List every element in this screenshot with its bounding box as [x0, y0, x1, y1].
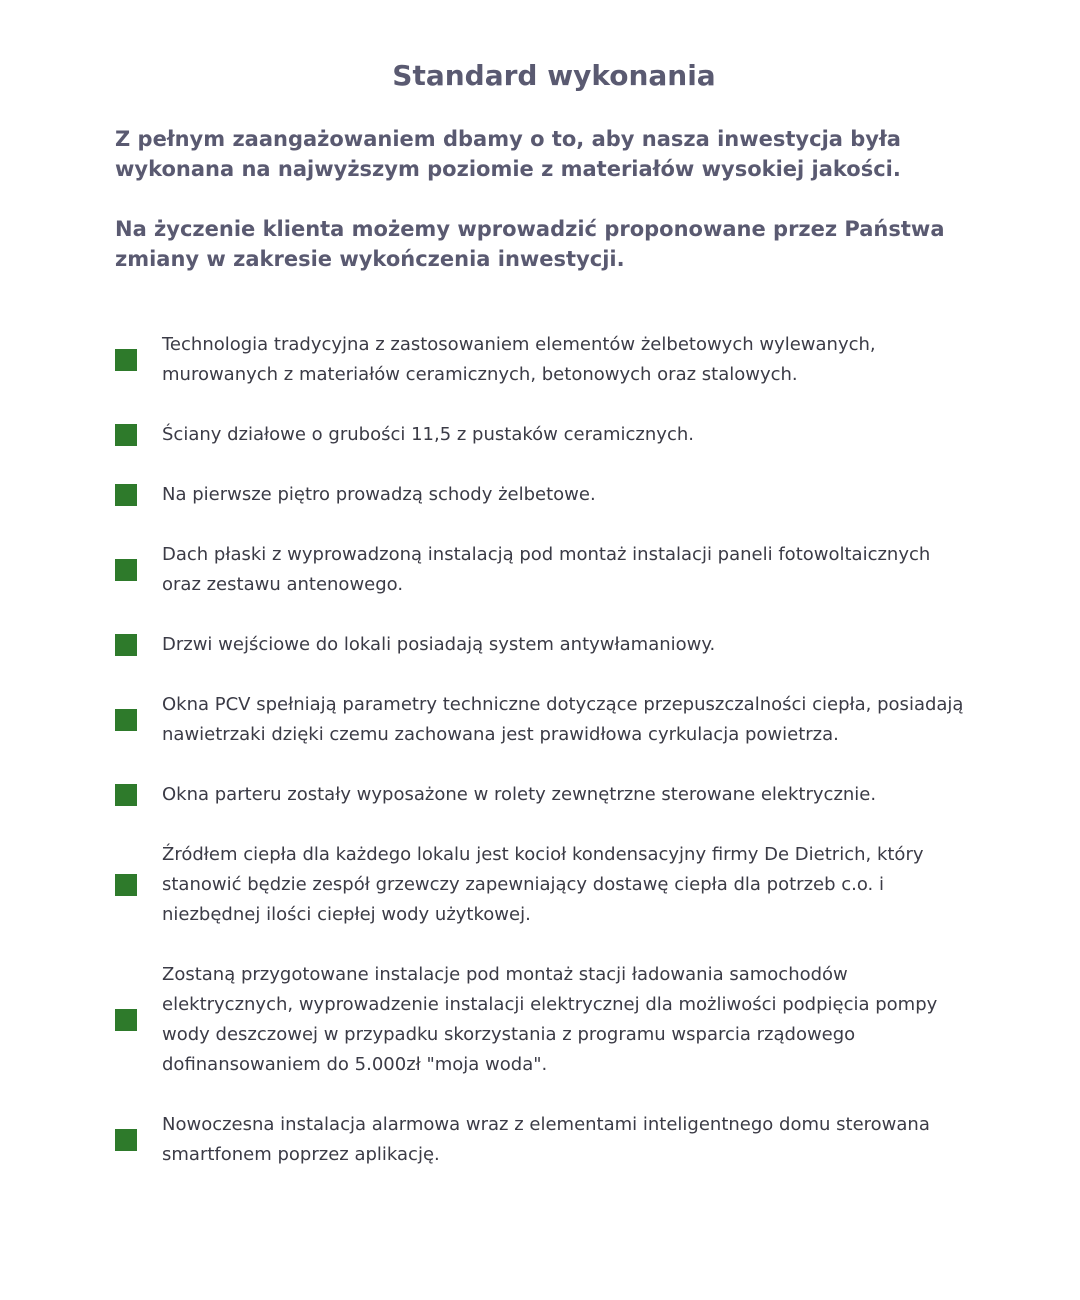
- square-bullet-icon: [115, 874, 137, 896]
- feature-item: [115, 540, 975, 600]
- page-title: Standard wykonania: [392, 59, 716, 92]
- intro-paragraph: Z pełnym zaangażowaniem dbamy o to, aby nasza inwestycja była wykonana na najwyższym poziomie z materiałów wysokiej jakości.: [115, 127, 901, 181]
- feature-text: Ściany działowe o grubości 11,5 z pustaków ceramicznych.: [162, 424, 694, 445]
- feature-list: [115, 330, 975, 1200]
- feature-item: [115, 960, 975, 1080]
- square-bullet-icon: [115, 559, 137, 581]
- feature-item: [115, 480, 975, 510]
- feature-text: Okna parteru zostały wyposażone w rolety zewnętrzne sterowane elektrycznie.: [162, 784, 877, 805]
- square-bullet-icon: [115, 709, 137, 731]
- feature-item: [115, 690, 975, 750]
- feature-item: [115, 630, 975, 660]
- intro-paragraph: Na życzenie klienta możemy wprowadzić proponowane przez Państwa zmiany w zakresie wykończenia inwestycji.: [115, 217, 945, 271]
- feature-item: [115, 1110, 975, 1170]
- square-bullet-icon: [115, 349, 137, 371]
- feature-text: Nowoczesna instalacja alarmowa wraz z elementami inteligentnego domu sterowana smartfonem poprzez aplikację.: [162, 1114, 930, 1165]
- square-bullet-icon: [115, 634, 137, 656]
- feature-text: Technologia tradycyjna z zastosowaniem elementów żelbetowych wylewanych, murowanych z materiałów ceramicznych, betonowych oraz stalowych.: [162, 334, 876, 385]
- feature-item: [115, 780, 975, 810]
- square-bullet-icon: [115, 1009, 137, 1031]
- square-bullet-icon: [115, 784, 137, 806]
- feature-text: Na pierwsze piętro prowadzą schody żelbetowe.: [162, 484, 596, 505]
- feature-text: Okna PCV spełniają parametry techniczne dotyczące przepuszczalności ciepła, posiadają nawietrzaki dzięki czemu zachowana jest prawidłowa cyrkulacja powietrza.: [162, 694, 964, 745]
- square-bullet-icon: [115, 484, 137, 506]
- feature-text: Dach płaski z wyprowadzoną instalacją pod montaż instalacji paneli fotowoltaicznych oraz zestawu antenowego.: [162, 544, 931, 595]
- feature-text: Źródłem ciepła dla każdego lokalu jest kocioł kondensacyjny firmy De Dietrich, który stanowić będzie zespół grzewczy zapewniający dostawę ciepła dla potrzeb c.o. i niezbędnej ilości ciepłej wody użytkowej.: [162, 844, 924, 925]
- square-bullet-icon: [115, 424, 137, 446]
- feature-item: [115, 420, 975, 450]
- feature-item: [115, 840, 975, 930]
- feature-text: Drzwi wejściowe do lokali posiadają system antywłamaniowy.: [162, 634, 716, 655]
- feature-item: [115, 330, 975, 390]
- feature-text: Zostaną przygotowane instalacje pod montaż stacji ładowania samochodów elektrycznych, wyprowadzenie instalacji elektrycznej dla możliwości podpięcia pompy wody deszczowej w przypadku skorzystania z programu wsparcia rządowego dofinansowaniem do 5.000zł "moja woda".: [162, 964, 938, 1075]
- square-bullet-icon: [115, 1129, 137, 1151]
